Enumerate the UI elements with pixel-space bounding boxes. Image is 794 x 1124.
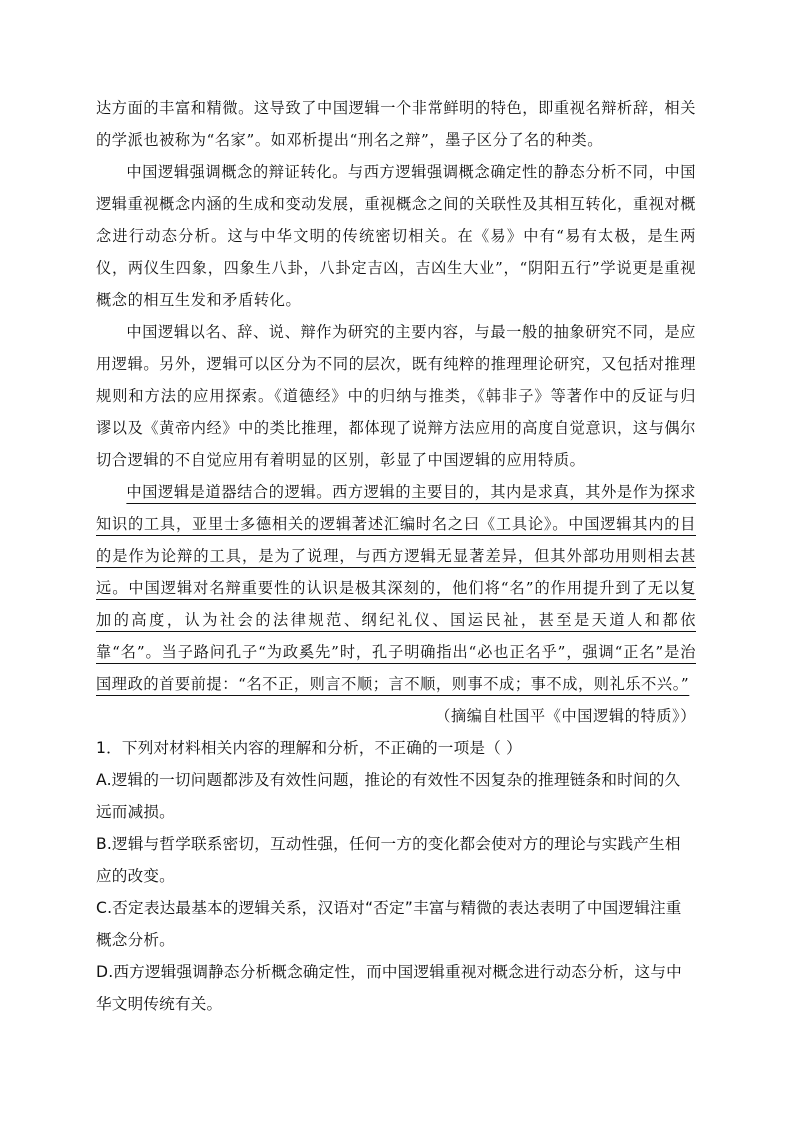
passage-paragraph-3: 中国逻辑以名、辞、说、辩作为研究的主要内容，与最一般的抽象研究不同，是应用逻辑。另外，逻辑可以区分为不同的层次，既有纯粹的推理理论研究，又包括对推理规则和方法的应用探索。《道德经》中的归纳与推类，《韩非子》等著作中的反证与归谬以及《黄帝内经》中的类比推理，都体现了说辩方法应用的高度自觉意识，这与偶尔切合逻辑的不自觉应用有着明显的区别，彰显了中国逻辑的应用特质。 bbox=[96, 323, 696, 469]
option-b: B.逻辑与哲学联系密切，互动性强，任何一方的变化都会使对方的理论与实践产生相应的改变。 bbox=[96, 835, 681, 885]
passage-paragraph-1: 达方面的丰富和精微。这导致了中国逻辑一个非常鲜明的特色，即重视名辩析辞，相关的学派也被称为“名家”。如邓析提出“刑名之辩”，墨子区分了名的种类。 bbox=[96, 99, 696, 149]
question-stem: 1．下列对材料相关内容的理解和分析，不正确的一项是（ ） bbox=[96, 739, 522, 757]
option-a: A.逻辑的一切问题都涉及有效性问题，推论的有效性不因复杂的推理链条和时间的久远而减损。 bbox=[96, 771, 681, 821]
document-page bbox=[96, 92, 696, 1020]
option-d: D.西方逻辑强调静态分析概念确定性，而中国逻辑重视对概念进行动态分析，这与中华文明传统有关。 bbox=[96, 963, 682, 1013]
passage-paragraph-2: 中国逻辑强调概念的辩证转化。与西方逻辑强调概念确定性的静态分析不同，中国逻辑重视概念内涵的生成和变动发展，重视概念之间的关联性及其相互转化，重视对概念进行动态分析。这与中华文明的传统密切相关。在《易》中有“易有太极，是生两仪，两仪生四象，四象生八卦，八卦定吉凶，吉凶生大业”，“阴阳五行”学说更是重视概念的相互生发和矛盾转化。 bbox=[96, 163, 696, 309]
source-citation: （摘编自杜国平《中国逻辑的特质》） bbox=[435, 707, 696, 725]
passage-paragraph-4-underlined bbox=[96, 476, 696, 700]
option-c: C.否定表达最基本的逻辑关系，汉语对“否定”丰富与精微的表达表明了中国逻辑注重概念分析。 bbox=[96, 899, 682, 949]
underlined-passage: 中国逻辑是道器结合的逻辑。西方逻辑的主要目的，其内是求真，其外是作为探求知识的工具，亚里士多德相关的逻辑著述汇编时名之曰《工具论》。中国逻辑其内的目的是作为论辩的工具，是为了说理，与西方逻辑无显著差异，但其外部功用则相去甚远。中国逻辑对名辩重要性的认识是极其深刻的，他们将“名”的作用提升到了无以复加的高度，认为社会的法律规范、纲纪礼仪、国运民祉，甚至是天道人和都依靠“名”。当子路问孔子“为政奚先”时，孔子明确指出“必也正名乎”，强调“正名”是治国理政的首要前提：“名不正，则言不顺；言不顺，则事不成；事不成，则礼乐不兴。” bbox=[96, 483, 696, 693]
